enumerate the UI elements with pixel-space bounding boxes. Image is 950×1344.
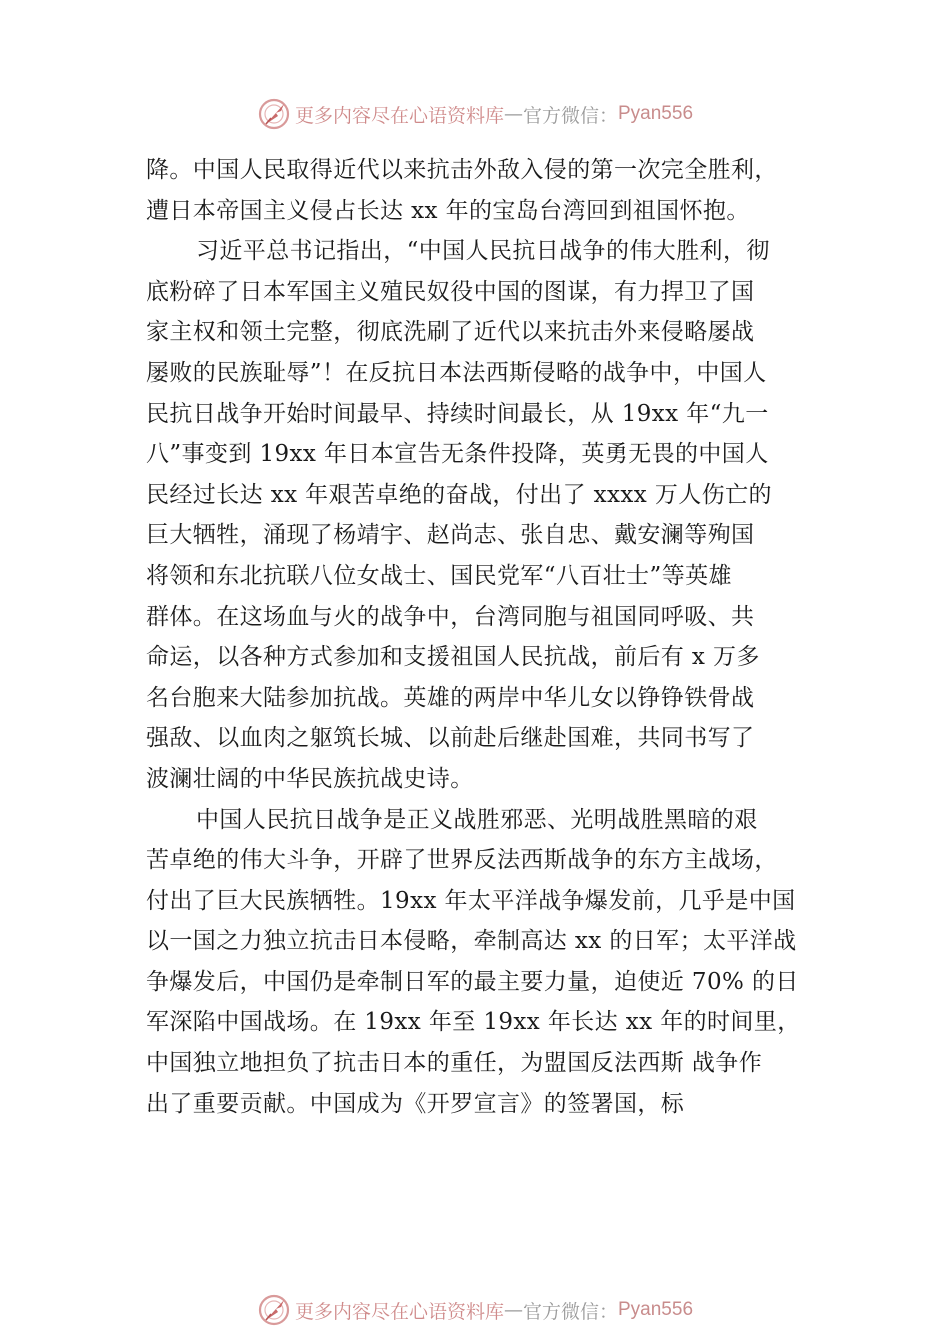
banner-separator: — [503,103,523,125]
text-line: 中国独立地担负了抗击日本的重任，为盟国反法西斯 战争作 [146,1050,763,1077]
banner-separator: — [503,1299,523,1321]
text-line: 出了重要贡献。中国成为《开罗宣言》的签署国，标 [146,1090,685,1117]
text-line: 八”事变到 19xx 年日本宣告无条件投降，英勇无畏的中国人 [146,441,769,468]
text-line: 将领和东北抗联八位女战士、国民党军“八百壮士”等英雄 [146,562,732,589]
text-line: 名台胞来大陆参加抗战。英雄的两岸中华儿女以铮铮铁骨战 [146,684,755,711]
text-line: 民抗日战争开始时间最早、持续时间最长，从 19xx 年“九一 [146,400,769,427]
paragraph-start-line: 习近平总书记指出，“中国人民抗日战争的伟大胜利，彻 [196,238,770,265]
text-line: 巨大牺牲，涌现了杨靖宇、赵尚志、张自忠、戴安澜等殉国 [146,522,755,549]
text-line: 强敌、以血肉之躯筑长城、以前赴后继赴国难，共同书写了 [146,725,755,752]
wechat-label: 官方微信： [522,1300,618,1323]
footer-banner [0,1290,950,1330]
wechat-handle: Pyan556 [618,103,694,124]
paragraph-start-line: 中国人民抗日战争是正义战胜邪恶、光明战胜黑暗的艰 [196,806,758,833]
text-line: 群体。在这场血与火的战争中，台湾同胞与祖国同呼吸、共 [146,603,755,630]
quill-logo-icon [257,97,291,131]
document-body [146,150,836,1124]
text-line: 争爆发后，中国仍是牵制日军的最主要力量，迫使近 70% 的日 [146,968,799,995]
brand-text: 更多内容尽在心语资料库 [294,1300,504,1323]
text-line: 以一国之力独立抗击日本侵略，牵制高达 xx 的日军；太平洋战 [146,928,797,955]
text-line: 家主权和领土完整，彻底洗刷了近代以来抗击外来侵略屡战 [146,319,755,346]
wechat-label: 官方微信： [522,104,618,127]
text-line: 遭日本帝国主义侵占长达 xx 年的宝岛台湾回到祖国怀抱。 [146,197,750,224]
brand-text: 更多内容尽在心语资料库 [294,104,504,127]
text-line: 波澜壮阔的中华民族抗战史诗。 [146,765,474,792]
text-line: 军深陷中国战场。在 19xx 年至 19xx 年长达 xx 年的时间里， [146,1009,801,1036]
text-line: 降。中国人民取得近代以来抗击外敌入侵的第一次完全胜利， [146,157,778,183]
text-line: 苦卓绝的伟大斗争，开辟了世界反法西斯战争的东方主战场， [146,847,778,874]
text-line: 屡败的民族耻辱”！在反抗日本法西斯侵略的战争中，中国人 [146,359,767,386]
text-line: 底粉碎了日本军国主义殖民奴役中国的图谋，有力捍卫了国 [146,278,755,305]
text-line: 命运，以各种方式参加和支援祖国人民抗战，前后有 x 万多 [146,644,760,671]
text-line: 付出了巨大民族牺牲。19xx 年太平洋战争爆发前，几乎是中国 [146,887,796,914]
text-line: 民经过长达 xx 年艰苦卓绝的奋战，付出了 xxxx 万人伤亡的 [146,481,772,508]
wechat-handle: Pyan556 [618,1299,694,1320]
quill-logo-icon [257,1293,291,1327]
header-banner [0,94,950,134]
